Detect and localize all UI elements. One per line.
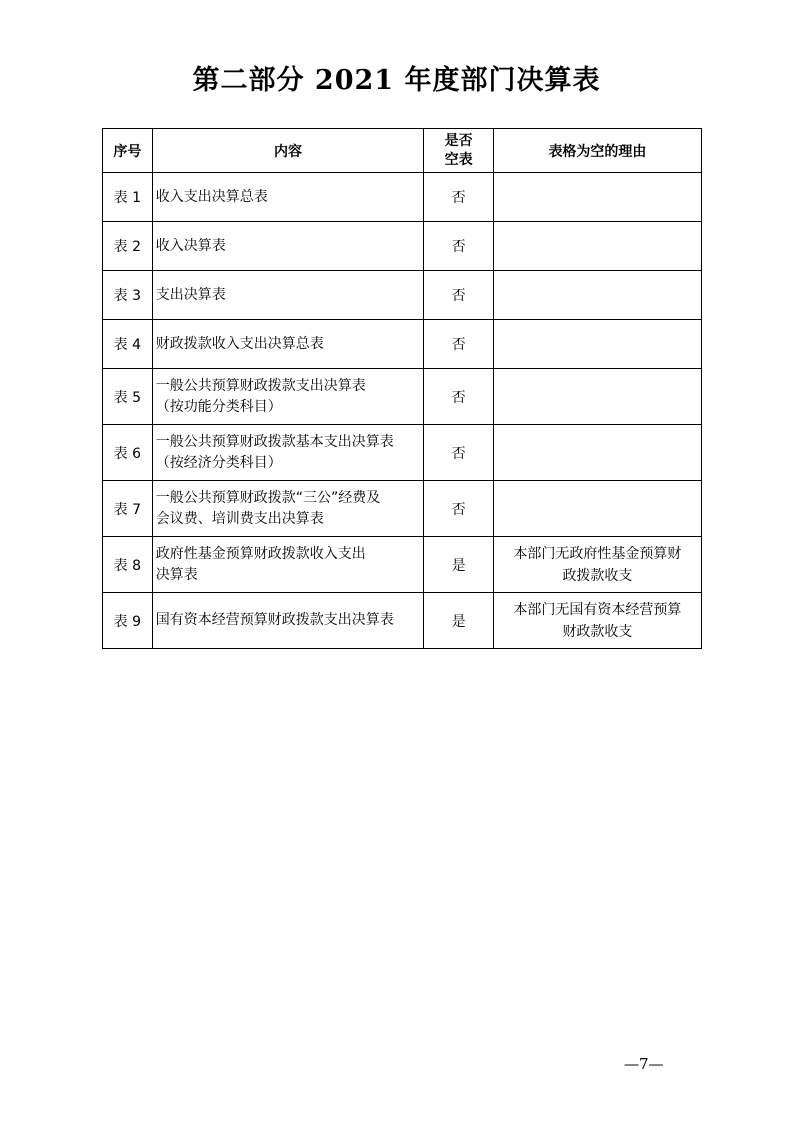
row-content-line: 会议费、培训费支出决算表 — [155, 510, 324, 527]
row-content-line: 收入决算表 — [155, 237, 226, 254]
row-content-line: （按经济分类科目） — [155, 454, 282, 471]
row-content — [152, 593, 424, 649]
row-content-line: 一般公共预算财政拨款支出决算表 — [155, 377, 366, 394]
header-no: 序号 — [103, 129, 153, 173]
row-no: 表 3 — [103, 271, 153, 320]
row-reason — [493, 481, 701, 537]
table-row — [103, 593, 702, 649]
row-reason — [493, 593, 701, 649]
row-is-empty: 是 — [424, 593, 494, 649]
row-reason — [493, 173, 701, 222]
row-no: 表 8 — [103, 537, 153, 593]
row-content — [152, 271, 424, 320]
row-no: 表 4 — [103, 320, 153, 369]
row-content — [152, 537, 424, 593]
table-row — [103, 425, 702, 481]
page-number: —7— — [624, 1055, 664, 1073]
row-reason — [493, 271, 701, 320]
row-reason — [493, 320, 701, 369]
row-is-empty: 是 — [424, 537, 494, 593]
row-content-line: 财政拨款收入支出决算总表 — [155, 335, 324, 352]
row-content — [152, 173, 424, 222]
row-content-line: 决算表 — [155, 566, 198, 583]
row-is-empty: 否 — [424, 222, 494, 271]
row-reason — [493, 222, 701, 271]
row-content — [152, 320, 424, 369]
row-no: 表 6 — [103, 425, 153, 481]
row-is-empty: 否 — [424, 425, 494, 481]
row-no: 表 9 — [103, 593, 153, 649]
row-reason-line: 财政款收支 — [562, 623, 633, 640]
row-no: 表 1 — [103, 173, 153, 222]
table-row — [103, 222, 702, 271]
row-content-line: 一般公共预算财政拨款“三公”经费及 — [155, 489, 381, 506]
row-content-line: （按功能分类科目） — [155, 398, 282, 415]
row-reason — [493, 537, 701, 593]
row-content — [152, 425, 424, 481]
table-header-row — [103, 129, 702, 173]
row-no: 表 2 — [103, 222, 153, 271]
budget-table — [102, 128, 702, 649]
row-content-line: 收入支出决算总表 — [155, 188, 268, 205]
row-content — [152, 481, 424, 537]
header-is-empty-line1: 是否 — [444, 132, 473, 149]
header-content: 内容 — [152, 129, 424, 173]
row-reason — [493, 425, 701, 481]
row-is-empty: 否 — [424, 481, 494, 537]
header-reason: 表格为空的理由 — [493, 129, 701, 173]
page-title: 第二部分 2021 年度部门决算表 — [192, 65, 601, 96]
row-reason-line: 本部门无政府性基金预算财 — [513, 545, 682, 562]
row-content — [152, 369, 424, 425]
table-row — [103, 481, 702, 537]
row-reason-line: 政拨款收支 — [562, 567, 633, 584]
header-is-empty — [424, 129, 494, 173]
row-is-empty: 否 — [424, 369, 494, 425]
table-row — [103, 537, 702, 593]
row-no: 表 7 — [103, 481, 153, 537]
row-is-empty: 否 — [424, 271, 494, 320]
row-content — [152, 222, 424, 271]
row-reason — [493, 369, 701, 425]
row-reason-line: 本部门无国有资本经营预算 — [513, 601, 682, 618]
table-row — [103, 320, 702, 369]
table-row — [103, 369, 702, 425]
row-no: 表 5 — [103, 369, 153, 425]
row-is-empty: 否 — [424, 173, 494, 222]
row-content-line: 政府性基金预算财政拨款收入支出 — [155, 545, 366, 562]
row-content-line: 一般公共预算财政拨款基本支出决算表 — [155, 433, 394, 450]
table-row — [103, 271, 702, 320]
row-is-empty: 否 — [424, 320, 494, 369]
row-content-line: 国有资本经营预算财政拨款支出决算表 — [155, 612, 394, 628]
header-is-empty-line2: 空表 — [444, 151, 473, 168]
table-row — [103, 173, 702, 222]
row-content-line: 支出决算表 — [155, 286, 226, 303]
